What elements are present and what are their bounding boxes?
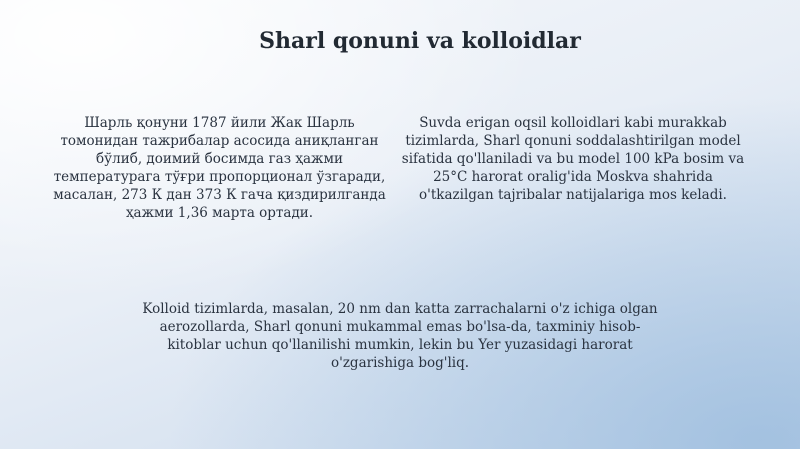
left-paragraph: Шарль қонуни 1787 йили Жак Шарль томонидан тажрибалар асосида аниқланган бўлиб, доимий босимда газ ҳажми температурага тўғри пропорционал ўзгаради, масалан, 273 К дан 373 К гача қиздирилганда ҳажми 1,36 марта ортади. xyxy=(53,115,386,221)
bottom-paragraph: Kolloid tizimlarda, masalan, 20 nm dan katta zarrachalarni o'z ichiga olgan aerozollarda, Sharl qonuni mukammal emas bo'lsa-da, taxminiy hisob-kitoblar uchun qo'llanilishi mumkin, lekin bu Yer yuzasidagi harorat o'zgarishiga bog'liq. xyxy=(142,301,658,371)
right-paragraph: Suvda erigan oqsil kolloidlari kabi murakkab tizimlarda, Sharl qonuni soddalashtirilgan model sifatida qo'llaniladi va bu model 100 kPa bosim va 25°C harorat oralig'ida Moskva shahrida o'tkazilgan tajribalar natijalariga mos keladi. xyxy=(401,115,745,203)
slide-title: Sharl qonuni va kolloidlar xyxy=(259,28,581,54)
